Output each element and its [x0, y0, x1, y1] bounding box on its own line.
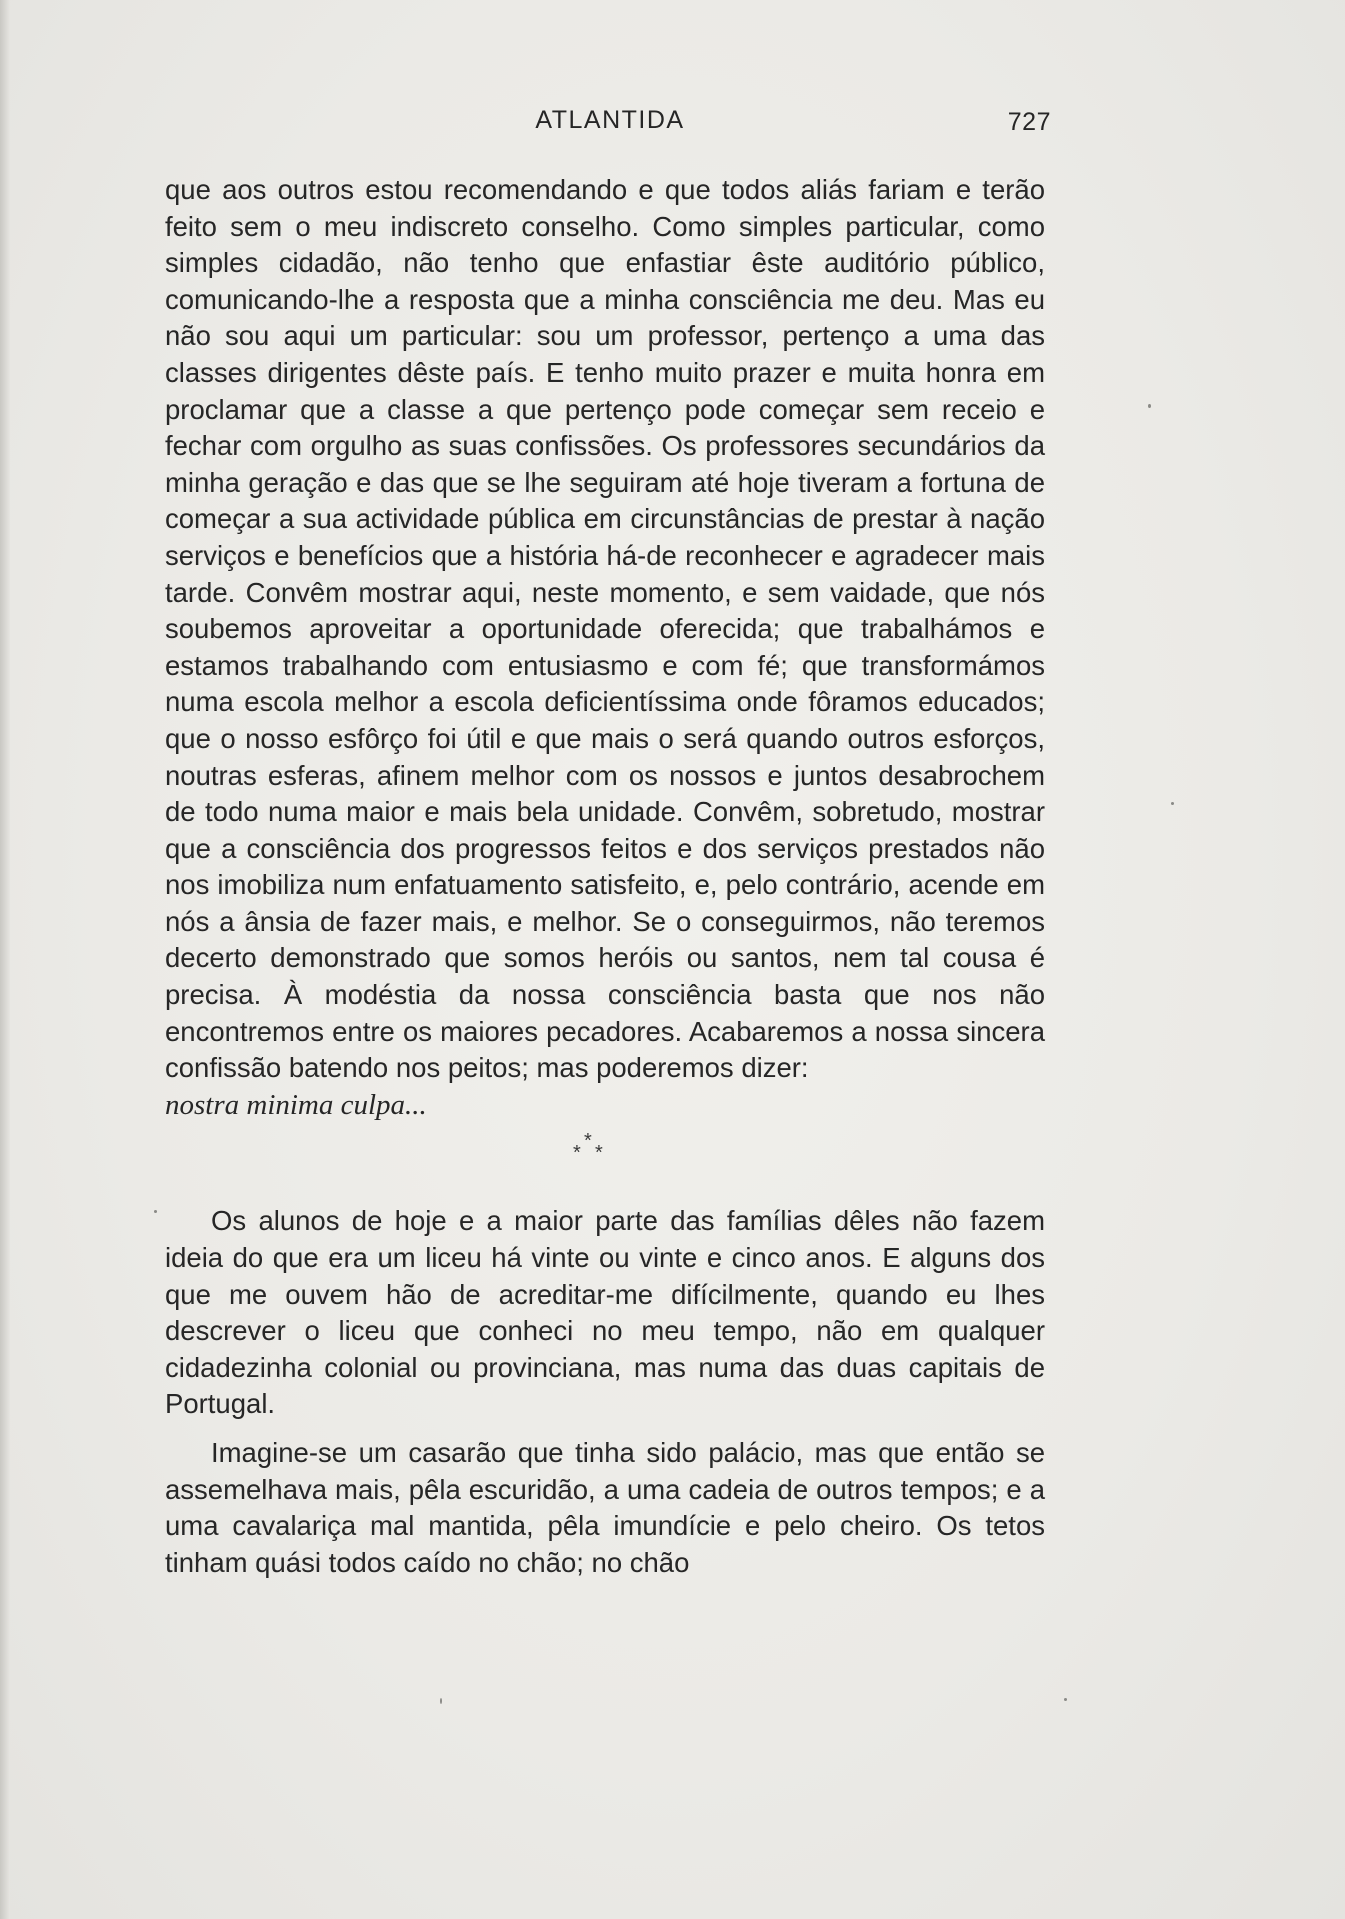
running-head	[165, 106, 1055, 142]
latin-phrase: nostra minima culpa...	[165, 1088, 427, 1121]
paragraph-2: Os alunos de hoje e a maior parte das famílias dêles não fazem ideia do que era um liceu há vinte ou vinte e cinco anos. E alguns dos que me ouvem hão de acreditar-me difícilmente, quando eu lhes descrever o liceu que conheci no meu tempo, não em qualquer cidadezinha colonial ou provinciana, mas numa das duas capitais de Portugal.	[165, 1205, 1045, 1420]
separator-star-right: *	[595, 1142, 603, 1165]
paragraph-1	[165, 172, 1045, 1123]
paragraph-1-text: que aos outros estou recomendando e que todos aliás fariam e terão feito sem o meu indiscreto conselho. Como simples particular, como simples cidadão, não tenho que enfastiar êste auditório público, comunicando-lhe a resposta que a minha consciência me deu. Mas eu não sou aqui um particular: sou um professor, pertenço a uma das classes dirigentes dêste país. E tenho muito prazer e muita honra em proclamar que a classe a que pertenço pode começar sem receio e fechar com orgulho as suas confissões. Os professores secundários da minha geração e das que se lhe seguiram até hoje tiveram a fortuna de começar a sua actividade pública em circunstâncias de prestar à nação serviços e benefícios que a história há-de reconhecer e agradecer mais tarde. Convêm mostrar aqui, neste momento, e sem vaidade, que nós soubemos aproveitar a oportunidade oferecida; que trabalhámos e estamos trabalhando com entusiasmo e com fé; que transformámos numa escola melhor a escola deficientíssima onde fôramos educados; que o nosso esfôrço foi útil e que mais o será quando outros esforços, noutras esferas, afinem melhor com os nossos e juntos desabrochem de todo numa maior e mais bela unidade. Convêm, sobretudo, mostrar que a consciência dos progressos feitos e dos serviços prestados não nos imobiliza num enfatuamento satisfeito, e, pelo contrário, acende em nós a ânsia de fazer mais, e melhor. Se o conseguirmos, não teremos decerto demonstrado que somos heróis ou santos, nem tal cousa é precisa. À modéstia da nossa consciência basta que nos não encontremos entre os maiores pecadores. Acabaremos a nossa sincera confissão batendo nos peitos; mas poderemos dizer:	[165, 174, 1045, 1084]
page-edge-shadow	[0, 0, 10, 1919]
section-separator	[165, 1123, 1045, 1203]
running-title: ATLANTIDA	[535, 106, 685, 134]
paper-speck	[440, 1698, 442, 1704]
paper-speck	[1064, 1698, 1067, 1701]
paragraph-3: Imagine-se um casarão que tinha sido palácio, mas que então se assemelhava mais, pêla escuridão, a uma cadeia de outros tempos; e a uma cavalariça mal mantida, pêla imundície e pelo cheiro. Os tetos tinham quási todos caído no chão; no chão	[165, 1437, 1045, 1578]
separator-star-top: *	[584, 1130, 592, 1153]
body-text	[165, 172, 1045, 1581]
paper-speck	[154, 1210, 157, 1213]
page-number: 727	[1007, 108, 1051, 136]
separator-star-left: *	[573, 1142, 581, 1165]
paper-speck	[1171, 802, 1174, 805]
paper-speck	[1148, 404, 1151, 408]
